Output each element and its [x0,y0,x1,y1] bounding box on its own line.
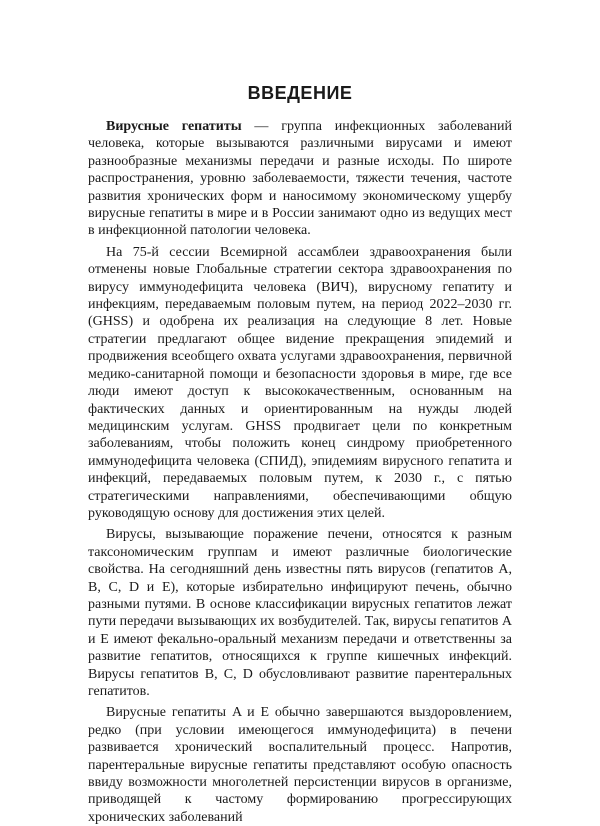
page-title: ВВЕДЕНИЕ [247,83,353,103]
paragraph-text: На 75-й сессии Всемирной ассамблеи здравоохранения были отменены новые Глобальные стратегии сектора здравоохранения по вирусу иммунодефицита человека (ВИЧ), вирусному гепатиту и инфекциям, передаваемым половым путем, на период 2022–2030 гг. (GHSS) и одобрена их реализация на следующие 8 лет. Новые стратегии предлагают общее видение прекращения эпидемий и продвижения всеобщего охвата услугами здравоохранения, первичной медико-санитарной помощи и безопасности здоровья в мире, где все люди имеют доступ к высококачественным, основанным на фактических данных и ориентированным на нужды людей медицинским услугам. GHSS продвигает цели по конкретным заболеваниям, чтобы положить конец синдрому приобретенного иммунодефицита человека (СПИД), эпидемиям вирусного гепатита и инфекций, передаваемых половым путем, к 2030 г., с пятью стратегическими направлениями, обеспечивающими общую руководящую основу для достижения этих целей. [88,244,512,521]
paragraph-text: Вирусные гепатиты A и E обычно завершаются выздоровлением, редко (при условии имеющегося иммунодефицита) в печени развивается хронический воспалительный процесс. Напротив, парентеральные вирусные гепатиты представляют особую опасность ввиду возможности многолетней персистенции вирусов в организме, приводящей к частому формированию прогрессирующих хронических заболеваний [88,705,512,825]
paragraph-lead-term: Вирусные гепатиты [106,119,242,134]
paragraph-virus-classification [88,526,512,700]
paragraph-text: — группа инфекционных заболеваний человека, которые вызываются различными вирусами и имеют разнообразные механизмы передачи и разные исходы. По широте распространения, уровню заболеваемости, тяжести течения, частоте развития хронических форм и наносимому экономическому ущербу вирусные гепатиты в мире и в России занимают одно из ведущих мест в инфекционной патологии человека. [88,119,513,239]
paragraph-who-strategy [88,244,512,523]
paragraph-text: Вирусы, вызывающие поражение печени, относятся к разным таксономическим группам и имеют различные биологические свойства. На сегодняшний день известны пять вирусов (гепатитов A, B, C, D и E), которые избирательно инфицируют печень, обычно разными путями. В основе классификации вирусных гепатитов лежат пути передачи вызывающих их возбудителей. Так, вирусы гепатитов A и E имеют фекально-оральный механизм передачи и ответственны за развитие гепатитов, относящихся к группе кишечных инфекций. Вирусы гепатитов B, C, D обусловливают развитие парентеральных гепатитов. [88,527,512,699]
paragraph-intro [88,118,512,240]
paragraph-outcomes [88,704,512,826]
